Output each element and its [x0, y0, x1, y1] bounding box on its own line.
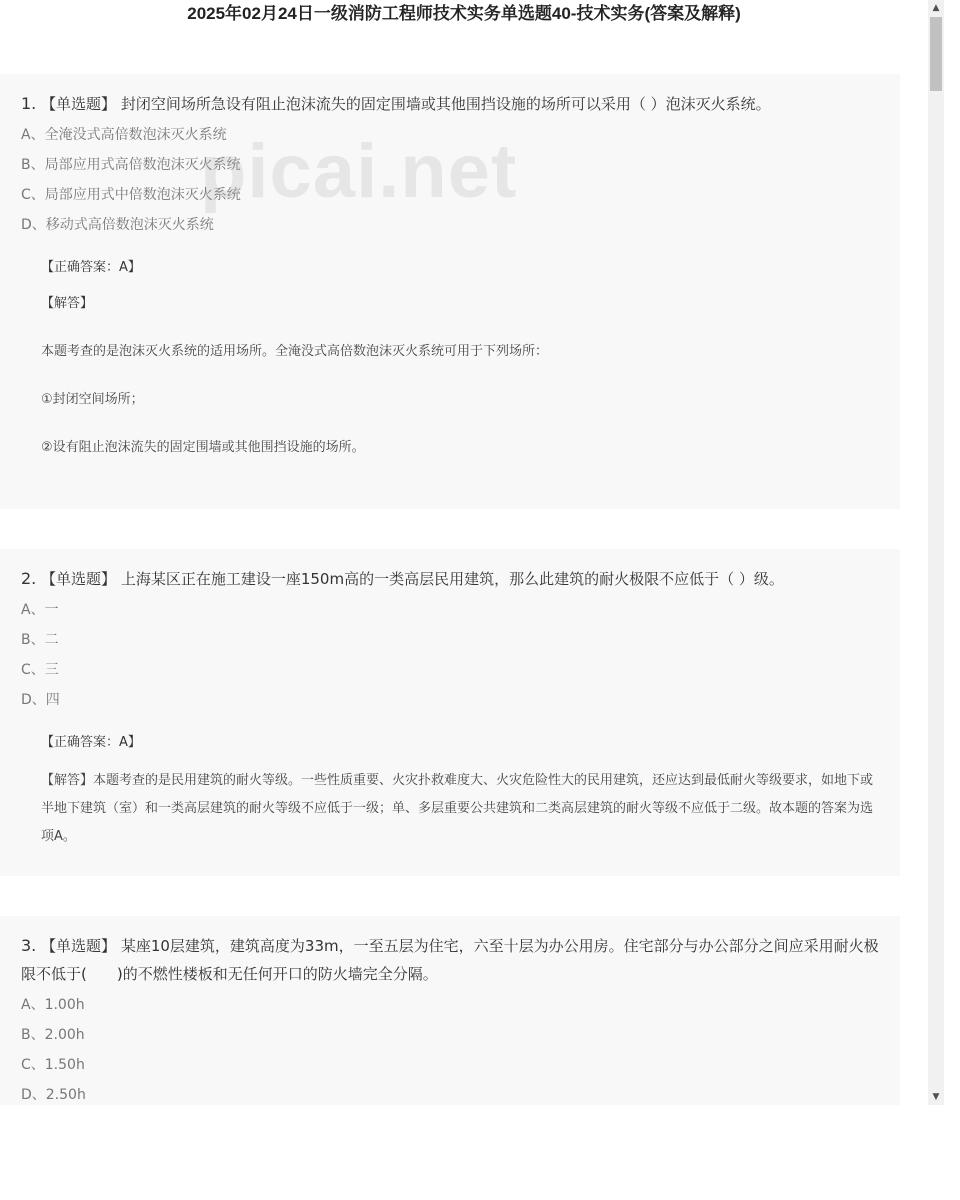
scrollbar-thumb[interactable]: [930, 17, 942, 91]
question-stem: 上海某区正在施工建设一座150m高的一类高层民用建筑，那么此建筑的耐火极限不应低于（ ）级。: [120, 570, 784, 588]
scroll-up-arrow-icon[interactable]: ▲: [932, 3, 940, 13]
option-d[interactable]: D、2.50h: [21, 1087, 86, 1103]
option-d[interactable]: D、四: [21, 692, 60, 708]
option-list: [21, 595, 880, 715]
question-type: 【单选题】: [41, 937, 117, 955]
analysis-section: [21, 258, 880, 458]
question-number: 1.: [21, 94, 37, 113]
question-type: 【单选题】: [41, 95, 117, 113]
explanation-text: 本题考查的是民用建筑的耐火等级。一些性质重要、火灾扑救难度大、火灾危险性大的民用建筑，还应达到最低耐火等级要求，如地下或半地下建筑（室）和一类高层建筑的耐火等级不应低于一级；单、多层重要公共建筑和二类高层建筑的耐火等级不应低于二级。故本题的答案为选项A。: [41, 773, 874, 844]
option-d[interactable]: D、移动式高倍数泡沫灭火系统: [21, 217, 214, 233]
explanation-label: 【解答】: [41, 773, 94, 788]
explanation-block: [41, 767, 880, 851]
scroll-down-arrow-icon[interactable]: ▼: [932, 1092, 940, 1102]
option-list: [21, 120, 880, 240]
question-stem: 封闭空间场所急设有阻止泡沫流失的固定围墙或其他围挡设施的场所可以采用（ ）泡沫灭火系统。: [120, 95, 771, 113]
page-title: 2025年02月24日一级消防工程师技术实务单选题40-技术实务(答案及解释): [187, 4, 741, 23]
explanation-paragraph: ①封闭空间场所；: [41, 392, 144, 407]
option-b[interactable]: B、二: [21, 632, 59, 648]
question-number: 2.: [21, 569, 37, 588]
question-card-1: [0, 74, 900, 509]
correct-answer: 【正确答案：A】: [41, 260, 141, 275]
option-b[interactable]: B、2.00h: [21, 1027, 85, 1043]
option-c[interactable]: C、1.50h: [21, 1057, 85, 1073]
question-type: 【单选题】: [41, 570, 117, 588]
option-c[interactable]: C、局部应用式中倍数泡沫灭火系统: [21, 187, 241, 203]
question-title: [21, 565, 880, 593]
option-list: [21, 990, 880, 1105]
option-a[interactable]: A、全淹没式高倍数泡沫灭火系统: [21, 127, 227, 143]
question-stem: 某座10层建筑，建筑高度为33m，一至五层为住宅，六至十层为办公用房。住宅部分与办公部分之间应采用耐火极限不低于( )的不燃性楼板和无任何开口的防火墙完全分隔。: [21, 937, 879, 983]
question-title: [21, 90, 880, 118]
explanation-paragraph: 本题考查的是泡沫灭火系统的适用场所。全淹没式高倍数泡沫灭火系统可用于下列场所：: [41, 344, 549, 359]
option-a[interactable]: A、一: [21, 602, 59, 618]
correct-answer: 【正确答案：A】: [41, 735, 141, 750]
question-card-2: [0, 549, 900, 876]
question-number: 3.: [21, 936, 37, 955]
option-a[interactable]: A、1.00h: [21, 997, 85, 1013]
watermark: picai.net: [200, 129, 518, 214]
option-c[interactable]: C、三: [21, 662, 59, 678]
option-b[interactable]: B、局部应用式高倍数泡沫灭火系统: [21, 157, 241, 173]
vertical-scrollbar[interactable]: [928, 0, 944, 1105]
explanation-label: 【解答】: [41, 296, 94, 311]
question-card-3: [0, 916, 900, 1105]
analysis-section: [21, 733, 880, 851]
question-title: [21, 932, 880, 988]
explanation-paragraph: ②设有阻止泡沫流失的固定围墙或其他围挡设施的场所。: [41, 440, 365, 455]
